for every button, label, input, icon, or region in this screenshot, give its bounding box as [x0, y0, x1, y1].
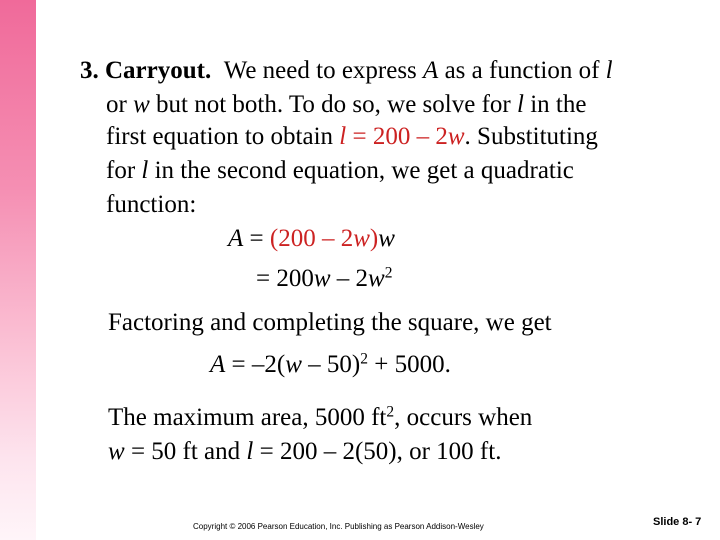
equation-1: A = (200 – 2w)w	[228, 225, 395, 252]
equation-3: A = –2(w – 50)$^2$ + 5000.	[210, 350, 451, 378]
highlighted-substitution: (200 – 2w)	[269, 225, 379, 252]
highlighted-equation: l = 200 – 2w	[339, 123, 465, 150]
equation-2: = $200w - 2w^2$	[256, 264, 393, 292]
conclusion-line-1: The maximum area, 5000 $ft^2$, occurs when	[108, 403, 533, 431]
step-line-1: 3. Carryout. We need to express A as a function of l	[80, 57, 613, 84]
step-line-2: or w but not both. To do so, we solve for l in the	[106, 91, 587, 118]
slide-number: Slide 8- 7	[653, 516, 702, 528]
copyright-footer: Copyright © 2006 Pearson Education, Inc. Publishing as Pearson Addison-Wesley	[193, 522, 484, 531]
conclusion-line-2: w = 50 ft and l = 200 – 2(50), or 100 ft.	[108, 438, 502, 465]
step-label: 3. Carryout.	[80, 57, 212, 84]
step-line-3: first equation to obtain l = 200 – 2w. Substituting	[106, 123, 598, 150]
step-line-5: function:	[106, 191, 197, 218]
factoring-text: Factoring and completing the square, we get	[108, 309, 552, 336]
step-line-4: for l in the second equation, we get a quadratic	[106, 157, 574, 184]
